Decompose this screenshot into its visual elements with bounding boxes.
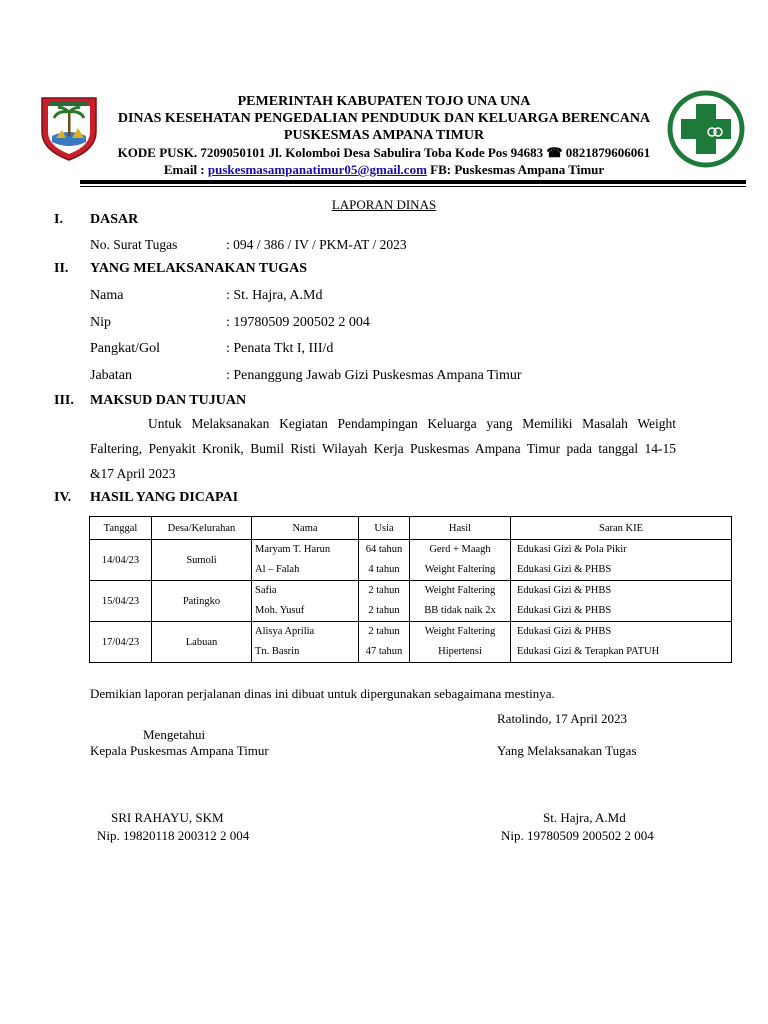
section-title: HASIL YANG DICAPAI <box>90 490 239 505</box>
cell-desa: Labuan <box>152 622 252 663</box>
label-nip: Nip <box>90 315 111 330</box>
section-number: I. <box>54 212 63 227</box>
header-hasil: Hasil <box>410 517 511 540</box>
header-contact <box>0 162 768 178</box>
header-tanggal: Tanggal <box>90 517 152 540</box>
value-pangkat: : Penata Tkt I, III/d <box>226 341 334 356</box>
section-number: II. <box>54 261 69 276</box>
value-nip: : 19780509 200502 2 004 <box>226 315 370 330</box>
kepala-title: Kepala Puskesmas Ampana Timur <box>90 743 269 758</box>
facebook-label: FB: Puskesmas Ampana Timur <box>426 162 605 177</box>
section-dasar <box>54 212 654 230</box>
section-number: III. <box>54 393 74 408</box>
label-jabatan: Jabatan <box>90 368 132 383</box>
header-address: KODE PUSK. 7209050101 Jl. Kolomboi Desa Sabulira Toba Kode Pos 94683 ☎ 0821879606061 <box>117 145 651 160</box>
value-nama: : St. Hajra, A.Md <box>226 288 323 303</box>
pelaksana-nip: Nip. 19780509 200502 2 004 <box>501 828 654 843</box>
cell-nama: Maryam T. Harun Al – Falah <box>252 540 359 581</box>
table-header-row <box>90 517 732 540</box>
place-date: Ratolindo, 17 April 2023 <box>497 711 627 726</box>
maksud-paragraph-line2: Faltering, Penyakit Kronik, Bumil Risti Wilayah Kerja Puskesmas Ampana Timur pada tanggal 14-15 <box>90 441 676 456</box>
cell-desa: Sumoli <box>152 540 252 581</box>
document-title: LAPORAN DINAS <box>331 197 437 212</box>
cell-saran: Edukasi Gizi & PHBS Edukasi Gizi & PHBS <box>511 581 732 622</box>
header-government: PEMERINTAH KABUPATEN TOJO UNA UNA <box>237 94 531 109</box>
cell-tanggal: 17/04/23 <box>90 622 152 663</box>
section-title: YANG MELAKSANAKAN TUGAS <box>90 261 308 276</box>
header-saran: Saran KIE <box>511 517 732 540</box>
cell-saran: Edukasi Gizi & Pola Pikir Edukasi Gizi & PHBS <box>511 540 732 581</box>
row-jabatan <box>90 368 710 386</box>
cell-desa: Patingko <box>152 581 252 622</box>
cell-usia: 2 tahun 47 tahun <box>359 622 410 663</box>
cell-tanggal: 15/04/23 <box>90 581 152 622</box>
header-department: DINAS KESEHATAN PENGEDALIAN PENDUDUK DAN KELUARGA BERENCANA <box>117 111 651 126</box>
row-nama <box>90 288 690 306</box>
table-row <box>90 581 732 622</box>
header-nama: Nama <box>252 517 359 540</box>
row-no-surat <box>90 237 690 255</box>
closing-statement: Demikian laporan perjalanan dinas ini dibuat untuk dipergunakan sebagaimana mestinya. <box>90 686 555 701</box>
cell-saran: Edukasi Gizi & PHBS Edukasi Gizi & Terapkan PATUH <box>511 622 732 663</box>
cell-hasil: Gerd + Maagh Weight Faltering <box>410 540 511 581</box>
section-number: IV. <box>54 490 72 505</box>
email-link[interactable]: puskesmasampanatimur05@gmail.com <box>207 162 427 177</box>
section-pelaksana <box>54 261 654 279</box>
results-table <box>89 516 732 663</box>
section-hasil <box>54 490 654 508</box>
header-divider <box>80 180 746 184</box>
cell-hasil: Weight Faltering Hipertensi <box>410 622 511 663</box>
cell-usia: 64 tahun 4 tahun <box>359 540 410 581</box>
mengetahui-label: Mengetahui <box>143 727 206 742</box>
label-nama: Nama <box>90 288 124 303</box>
section-title: MAKSUD DAN TUJUAN <box>90 393 247 408</box>
pelaksana-name: St. Hajra, A.Md <box>543 810 626 825</box>
header-puskesmas: PUSKESMAS AMPANA TIMUR <box>283 128 485 143</box>
row-pangkat <box>90 341 690 359</box>
row-nip <box>90 315 690 333</box>
label-no-surat: No. Surat Tugas <box>90 237 178 252</box>
label-pangkat: Pangkat/Gol <box>90 341 160 356</box>
cell-usia: 2 tahun 2 tahun <box>359 581 410 622</box>
header-divider-thin <box>80 186 746 187</box>
kepala-name: SRI RAHAYU, SKM <box>111 810 224 825</box>
table-row <box>90 540 732 581</box>
pelaksana-title: Yang Melaksanakan Tugas <box>497 743 637 758</box>
email-label: Email : <box>163 162 208 177</box>
header-desa: Desa/Kelurahan <box>152 517 252 540</box>
maksud-paragraph-line1: Untuk Melaksanakan Kegiatan Pendampingan Keluarga yang Memiliki Masalah Weight <box>148 416 676 431</box>
cell-nama: Alisya Aprilia Tn. Basrin <box>252 622 359 663</box>
cell-hasil: Weight Faltering BB tidak naik 2x <box>410 581 511 622</box>
value-jabatan: : Penanggung Jawab Gizi Puskesmas Ampana Timur <box>226 368 522 383</box>
value-no-surat: : 094 / 386 / IV / PKM-AT / 2023 <box>226 237 407 252</box>
maksud-paragraph-line3: &17 April 2023 <box>90 466 176 481</box>
section-title: DASAR <box>90 212 139 227</box>
cell-tanggal: 14/04/23 <box>90 540 152 581</box>
kepala-nip: Nip. 19820118 200312 2 004 <box>97 828 250 843</box>
section-maksud <box>54 393 654 411</box>
cell-nama: Safia Moh. Yusuf <box>252 581 359 622</box>
table-row <box>90 622 732 663</box>
header-usia: Usia <box>359 517 410 540</box>
